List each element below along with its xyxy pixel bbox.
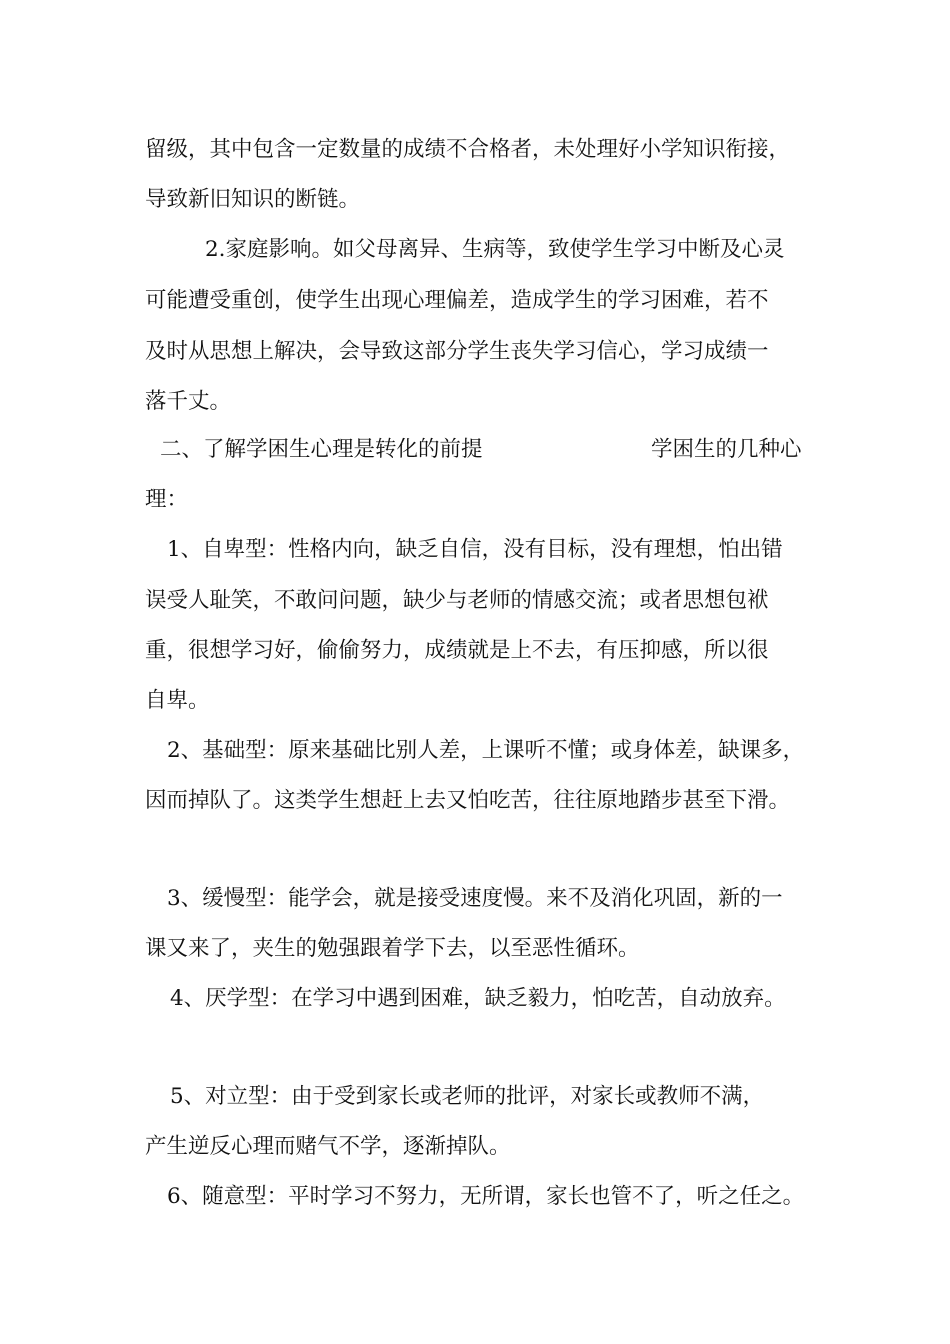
list-item-1: 1、自卑型：性格内向，缺乏自信，没有目标，没有理想，怕出错: [167, 537, 783, 562]
list-item-6: 6、随意型：平时学习不努力，无所谓，家长也管不了，听之任之。: [167, 1184, 805, 1209]
text-line: 误受人耻笑，不敢问问题，缺少与老师的情感交流；或者思想包袱: [145, 588, 769, 613]
section-heading-continued: 学困生的几种心: [651, 437, 802, 462]
text-line: 可能遭受重创，使学生出现心理偏差，造成学生的学习困难，若不: [145, 288, 769, 313]
section-heading: 二、了解学困生心理是转化的前提: [160, 437, 483, 462]
list-item-4: 4、厌学型：在学习中遇到困难，缺乏毅力，怕吃苦，自动放弃。: [170, 986, 786, 1011]
text-line: 产生逆反心理而赌气不学，逐渐掉队。: [145, 1134, 511, 1159]
text-line: 及时从思想上解决，会导致这部分学生丧失学习信心，学习成绩一: [145, 339, 769, 364]
text-line: 留级，其中包含一定数量的成绩不合格者，未处理好小学知识衔接，: [145, 137, 791, 162]
list-item-5: 5、对立型：由于受到家长或老师的批评，对家长或教师不满，: [170, 1084, 765, 1109]
text-line: 因而掉队了。这类学生想赶上去又怕吃苦，往往原地踏步甚至下滑。: [145, 788, 791, 813]
text-line: 课又来了，夹生的勉强跟着学下去，以至恶性循环。: [145, 936, 640, 961]
text-line: 重，很想学习好，偷偷努力，成绩就是上不去，有压抑感，所以很: [145, 638, 769, 663]
text-line: 落千丈。: [145, 389, 232, 414]
text-line: 2.家庭影响。如父母离异、生病等，致使学生学习中断及心灵: [205, 237, 785, 262]
list-item-2: 2、基础型：原来基础比别人差，上课听不懂；或身体差，缺课多，: [167, 738, 805, 763]
text-line: 自卑。: [145, 688, 210, 713]
list-item-3: 3、缓慢型：能学会，就是接受速度慢。来不及消化巩固，新的一: [167, 886, 783, 911]
text-line: 理：: [145, 487, 189, 512]
text-line: 导致新旧知识的断链。: [145, 187, 361, 212]
